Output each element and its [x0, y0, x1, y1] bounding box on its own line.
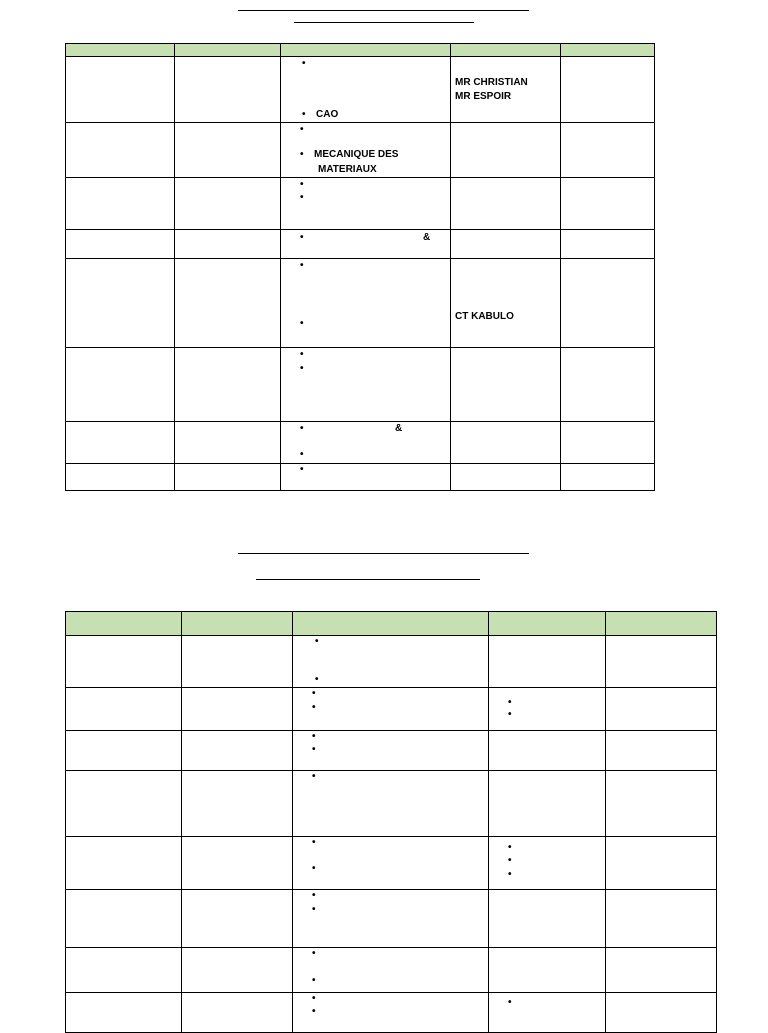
table-row	[66, 771, 717, 837]
title-underline-2	[238, 553, 529, 554]
table-row	[66, 837, 717, 890]
bullet-item: •	[300, 260, 304, 271]
bullet-item: •	[300, 464, 304, 475]
course-cell	[281, 178, 451, 230]
table-row	[66, 948, 717, 993]
bullet-item: •	[300, 192, 304, 203]
teacher-cell	[451, 57, 561, 123]
bullet-item: •	[312, 948, 316, 959]
course-cell	[293, 731, 489, 771]
bullet-item: •	[300, 349, 304, 360]
bullet-item: •	[508, 842, 512, 853]
table-row	[66, 464, 655, 491]
bullet-item: •	[302, 58, 306, 69]
schedule-table-1	[65, 43, 655, 491]
bullet-item: •	[300, 124, 304, 135]
table-row	[66, 731, 717, 771]
bullet-item: •	[312, 731, 316, 742]
title-underline-1	[238, 10, 529, 11]
course-cell	[293, 636, 489, 688]
table-row	[66, 348, 655, 422]
header-cell	[451, 44, 561, 57]
bullet-item: •	[312, 837, 316, 848]
header-cell	[66, 612, 182, 636]
bullet-item: • MECANIQUE DES	[300, 149, 399, 160]
subtitle-underline-2	[256, 579, 480, 580]
teacher-name: MR CHRISTIAN	[455, 77, 528, 88]
header-cell	[489, 612, 606, 636]
table-row	[66, 688, 717, 731]
header-cell	[175, 44, 281, 57]
bullet-item: •	[300, 179, 304, 190]
course-cell	[281, 57, 451, 123]
ampersand: &	[395, 423, 403, 434]
course-cell	[281, 123, 451, 178]
teacher-cell	[489, 993, 606, 1033]
ampersand: &	[423, 232, 431, 243]
bullet-item: •	[300, 363, 304, 374]
table-row	[66, 123, 655, 178]
table-row	[66, 259, 655, 348]
header-cell	[606, 612, 717, 636]
bullet-item: •	[300, 449, 304, 460]
course-cell	[293, 890, 489, 948]
bullet-item: •	[312, 863, 316, 874]
teacher-cell	[451, 259, 561, 348]
schedule-table-2	[65, 611, 717, 1033]
table-row	[66, 422, 655, 464]
course-name: CAO	[316, 109, 339, 120]
table-row	[66, 890, 717, 948]
bullet-item: •	[508, 997, 512, 1008]
bullet-item: •	[508, 697, 512, 708]
subtitle-underline-1	[294, 22, 474, 23]
course-cell	[293, 688, 489, 731]
teacher-cell	[489, 688, 606, 731]
table-header-row	[66, 44, 655, 57]
course-cell	[281, 464, 451, 491]
header-cell	[66, 44, 175, 57]
teacher-cell	[489, 837, 606, 890]
course-cell	[281, 348, 451, 422]
bullet-item: •	[315, 674, 319, 685]
header-cell	[281, 44, 451, 57]
bullet-item: •	[312, 993, 316, 1004]
bullet-item: •	[312, 688, 316, 699]
bullet-item: •	[300, 232, 304, 243]
course-cell	[281, 259, 451, 348]
header-cell	[182, 612, 293, 636]
bullet-item: •	[508, 869, 512, 880]
bullet-item: •	[312, 975, 316, 986]
table-row	[66, 178, 655, 230]
bullet-item: •	[300, 318, 304, 329]
bullet-item: • CAO	[302, 109, 339, 120]
bullet-item: •	[312, 1006, 316, 1017]
course-cell	[293, 948, 489, 993]
table-row	[66, 230, 655, 259]
table-header-row	[66, 612, 717, 636]
bullet-item: •	[315, 636, 319, 647]
course-cell	[293, 993, 489, 1033]
course-name-continued: MATERIAUX	[318, 164, 377, 175]
course-name: MECANIQUE DES	[314, 149, 399, 160]
bullet-item: •	[300, 423, 304, 434]
header-cell	[561, 44, 655, 57]
table-row	[66, 636, 717, 688]
course-cell	[293, 771, 489, 837]
bullet-item: •	[508, 709, 512, 720]
bullet-item: •	[508, 855, 512, 866]
bullet-item: •	[312, 904, 316, 915]
bullet-item: •	[312, 890, 316, 901]
teacher-name: MR ESPOIR	[455, 91, 512, 102]
bullet-item: •	[312, 702, 316, 713]
header-cell	[293, 612, 489, 636]
course-cell	[281, 422, 451, 464]
table-row	[66, 57, 655, 123]
course-cell	[293, 837, 489, 890]
teacher-name: CT KABULO	[455, 311, 514, 322]
bullet-item: •	[312, 771, 316, 782]
table-row	[66, 993, 717, 1033]
course-cell	[281, 230, 451, 259]
bullet-item: •	[312, 744, 316, 755]
